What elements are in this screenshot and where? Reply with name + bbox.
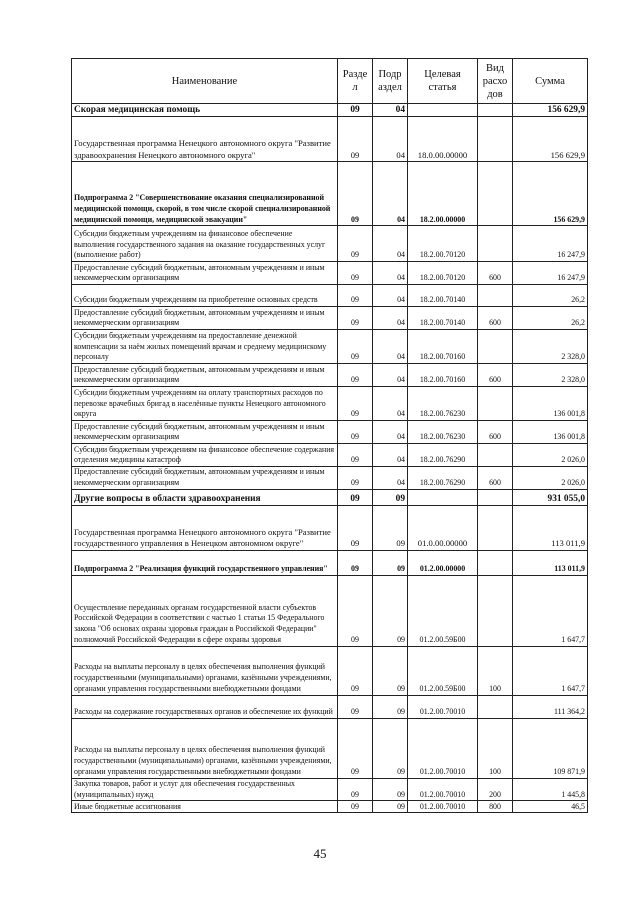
table-row bbox=[72, 285, 588, 307]
row-expense-type: 600 bbox=[478, 364, 513, 387]
row-subsection: 04 bbox=[373, 285, 408, 307]
row-subsection: 04 bbox=[373, 262, 408, 285]
row-expense-type: 600 bbox=[478, 307, 513, 330]
row-amount: 156 629,9 bbox=[513, 117, 588, 162]
row-target: 18.2.00.70140 bbox=[408, 307, 478, 330]
row-amount: 113 011,9 bbox=[513, 550, 588, 575]
header-subsection: Подр аздел bbox=[373, 59, 408, 104]
row-section: 09 bbox=[338, 550, 373, 575]
table-row bbox=[72, 550, 588, 575]
row-expense-type bbox=[478, 226, 513, 262]
row-section: 09 bbox=[338, 778, 373, 801]
row-section: 09 bbox=[338, 307, 373, 330]
row-target: 18.0.00.00000 bbox=[408, 117, 478, 162]
table-row bbox=[72, 387, 588, 421]
row-name: Субсидии бюджетным учреждениям на предоставление денежной компенсации за наём жилых помещений врачам и среднему медицинскому персоналу bbox=[72, 330, 338, 364]
table-row bbox=[72, 718, 588, 778]
row-amount: 2 026,0 bbox=[513, 444, 588, 467]
row-amount: 109 871,9 bbox=[513, 718, 588, 778]
row-target: 01.2.00.59Б00 bbox=[408, 575, 478, 646]
row-expense-type bbox=[478, 550, 513, 575]
row-name: Субсидии бюджетным учреждениям на оплату транспортных расходов по перевозке врачебных бригад в населённые пункты Ненецкого автономного округа bbox=[72, 387, 338, 421]
row-amount: 16 247,9 bbox=[513, 262, 588, 285]
row-subsection: 04 bbox=[373, 444, 408, 467]
row-name: Скорая медицинская помощь bbox=[72, 104, 338, 117]
row-target: 18.2.00.70120 bbox=[408, 226, 478, 262]
page-number: 45 bbox=[313, 846, 327, 861]
row-name: Государственная программа Ненецкого автономного округа "Развитие здравоохранения Ненецкого автономного округа" bbox=[72, 117, 338, 162]
row-name: Предоставление субсидий бюджетным, автономным учреждениям и иным некоммерческим организациям bbox=[72, 467, 338, 490]
row-amount: 156 629,9 bbox=[513, 104, 588, 117]
header-row bbox=[72, 59, 588, 104]
row-expense-type: 600 bbox=[478, 467, 513, 490]
row-target: 01.2.00.70010 bbox=[408, 695, 478, 718]
table-row bbox=[72, 505, 588, 550]
table-row bbox=[72, 801, 588, 813]
row-section: 09 bbox=[338, 575, 373, 646]
table-row bbox=[72, 364, 588, 387]
row-section: 09 bbox=[338, 226, 373, 262]
table-row bbox=[72, 695, 588, 718]
row-section: 09 bbox=[338, 801, 373, 813]
row-amount: 111 364,2 bbox=[513, 695, 588, 718]
table-row bbox=[72, 489, 588, 505]
row-section: 09 bbox=[338, 421, 373, 444]
row-amount: 931 055,0 bbox=[513, 489, 588, 505]
row-target: 01.2.00.70010 bbox=[408, 778, 478, 801]
row-subsection: 04 bbox=[373, 162, 408, 226]
row-section: 09 bbox=[338, 646, 373, 695]
table-row bbox=[72, 575, 588, 646]
row-expense-type bbox=[478, 505, 513, 550]
row-target: 01.2.00.00000 bbox=[408, 550, 478, 575]
row-subsection: 04 bbox=[373, 226, 408, 262]
row-subsection: 09 bbox=[373, 646, 408, 695]
row-target: 18.2.00.76230 bbox=[408, 387, 478, 421]
row-expense-type: 100 bbox=[478, 718, 513, 778]
table-row bbox=[72, 262, 588, 285]
row-name: Субсидии бюджетным учреждениям на финансовое обеспечение выполнения государственного задания на оказание государственных услуг (выполнение работ) bbox=[72, 226, 338, 262]
row-name: Иные бюджетные ассигнования bbox=[72, 801, 338, 813]
row-subsection: 09 bbox=[373, 575, 408, 646]
header-expense-type: Вид расхо дов bbox=[478, 59, 513, 104]
row-target: 01.0.00.00000 bbox=[408, 505, 478, 550]
row-section: 09 bbox=[338, 695, 373, 718]
row-section: 09 bbox=[338, 387, 373, 421]
row-expense-type bbox=[478, 695, 513, 718]
row-section: 09 bbox=[338, 330, 373, 364]
row-name: Другие вопросы в области здравоохранения bbox=[72, 489, 338, 505]
table-row bbox=[72, 307, 588, 330]
row-expense-type: 100 bbox=[478, 646, 513, 695]
table-row bbox=[72, 646, 588, 695]
row-amount: 1 445,8 bbox=[513, 778, 588, 801]
row-section: 09 bbox=[338, 162, 373, 226]
table-row bbox=[72, 421, 588, 444]
row-section: 09 bbox=[338, 364, 373, 387]
row-target: 01.2.00.59Б00 bbox=[408, 646, 478, 695]
row-name: Предоставление субсидий бюджетным, автономным учреждениям и иным некоммерческим организациям bbox=[72, 307, 338, 330]
row-name: Подпрограмма 2 "Совершенствование оказания специализированной медицинской помощи, скорой, в том числе скорой специализированной медицинской помощи, медицинской эвакуации" bbox=[72, 162, 338, 226]
row-expense-type bbox=[478, 387, 513, 421]
row-name: Закупка товаров, работ и услуг для обеспечения государственных (муниципальных) нужд bbox=[72, 778, 338, 801]
header-name: Наименование bbox=[72, 59, 338, 104]
row-subsection: 04 bbox=[373, 330, 408, 364]
row-subsection: 04 bbox=[373, 387, 408, 421]
row-target: 18.2.00.70140 bbox=[408, 285, 478, 307]
row-expense-type bbox=[478, 575, 513, 646]
row-expense-type bbox=[478, 489, 513, 505]
row-target: 18.2.00.70160 bbox=[408, 364, 478, 387]
row-target bbox=[408, 489, 478, 505]
row-expense-type: 600 bbox=[478, 421, 513, 444]
row-expense-type bbox=[478, 162, 513, 226]
row-section: 09 bbox=[338, 718, 373, 778]
row-section: 09 bbox=[338, 117, 373, 162]
row-subsection: 09 bbox=[373, 778, 408, 801]
row-name: Расходы на содержание государственных органов и обеспечение их функций bbox=[72, 695, 338, 718]
row-expense-type: 200 bbox=[478, 778, 513, 801]
row-target: 18.2.00.70120 bbox=[408, 262, 478, 285]
table-body bbox=[72, 104, 588, 813]
budget-table bbox=[71, 58, 588, 813]
row-section: 09 bbox=[338, 262, 373, 285]
row-subsection: 04 bbox=[373, 467, 408, 490]
row-amount: 156 629,9 bbox=[513, 162, 588, 226]
row-section: 09 bbox=[338, 104, 373, 117]
row-subsection: 04 bbox=[373, 104, 408, 117]
row-subsection: 04 bbox=[373, 117, 408, 162]
row-target: 01.2.00.70010 bbox=[408, 801, 478, 813]
row-expense-type: 600 bbox=[478, 262, 513, 285]
table-row bbox=[72, 226, 588, 262]
row-amount: 136 001,8 bbox=[513, 387, 588, 421]
row-target: 18.2.00.00000 bbox=[408, 162, 478, 226]
row-section: 09 bbox=[338, 489, 373, 505]
row-name: Расходы на выплаты персоналу в целях обеспечения выполнения функций государственными (муниципальными) органами, казёнными учреждениями, органами управления государственными внебюджетными фондами bbox=[72, 718, 338, 778]
row-subsection: 09 bbox=[373, 718, 408, 778]
row-target: 18.2.00.76290 bbox=[408, 467, 478, 490]
row-amount: 1 647,7 bbox=[513, 575, 588, 646]
row-name: Государственная программа Ненецкого автономного округа "Развитие государственного управления в Ненецком автономном округе" bbox=[72, 505, 338, 550]
header-target: Целевая статья bbox=[408, 59, 478, 104]
row-subsection: 04 bbox=[373, 364, 408, 387]
row-amount: 1 647,7 bbox=[513, 646, 588, 695]
table-row bbox=[72, 778, 588, 801]
row-subsection: 09 bbox=[373, 489, 408, 505]
header-amount: Сумма bbox=[513, 59, 588, 104]
row-target: 01.2.00.70010 bbox=[408, 718, 478, 778]
row-subsection: 04 bbox=[373, 421, 408, 444]
row-section: 09 bbox=[338, 285, 373, 307]
row-name: Субсидии бюджетным учреждениям на финансовое обеспечение содержания отделения медицины катастроф bbox=[72, 444, 338, 467]
row-amount: 26,2 bbox=[513, 307, 588, 330]
row-target: 18.2.00.70160 bbox=[408, 330, 478, 364]
row-amount: 2 328,0 bbox=[513, 364, 588, 387]
row-section: 09 bbox=[338, 444, 373, 467]
table-row bbox=[72, 330, 588, 364]
row-expense-type bbox=[478, 285, 513, 307]
row-amount: 16 247,9 bbox=[513, 226, 588, 262]
row-name: Предоставление субсидий бюджетным, автономным учреждениям и иным некоммерческим организациям bbox=[72, 364, 338, 387]
row-subsection: 09 bbox=[373, 505, 408, 550]
row-amount: 2 026,0 bbox=[513, 467, 588, 490]
row-name: Предоставление субсидий бюджетным, автономным учреждениям и иным некоммерческим организациям bbox=[72, 421, 338, 444]
row-expense-type bbox=[478, 117, 513, 162]
row-subsection: 04 bbox=[373, 307, 408, 330]
table-row bbox=[72, 162, 588, 226]
row-amount: 2 328,0 bbox=[513, 330, 588, 364]
row-subsection: 09 bbox=[373, 550, 408, 575]
row-target: 18.2.00.76230 bbox=[408, 421, 478, 444]
row-expense-type bbox=[478, 104, 513, 117]
row-amount: 46,5 bbox=[513, 801, 588, 813]
row-name: Расходы на выплаты персоналу в целях обеспечения выполнения функций государственными (муниципальными) органами, казёнными учреждениями, органами управления государственными внебюджетными фондами bbox=[72, 646, 338, 695]
row-name: Субсидии бюджетным учреждениям на приобретение основных средств bbox=[72, 285, 338, 307]
row-section: 09 bbox=[338, 505, 373, 550]
table-row bbox=[72, 444, 588, 467]
row-amount: 113 011,9 bbox=[513, 505, 588, 550]
row-expense-type bbox=[478, 444, 513, 467]
header-section: Разде л bbox=[338, 59, 373, 104]
table-row bbox=[72, 117, 588, 162]
row-amount: 136 001,8 bbox=[513, 421, 588, 444]
row-target bbox=[408, 104, 478, 117]
row-expense-type bbox=[478, 330, 513, 364]
row-expense-type: 800 bbox=[478, 801, 513, 813]
row-section: 09 bbox=[338, 467, 373, 490]
row-target: 18.2.00.76290 bbox=[408, 444, 478, 467]
row-subsection: 09 bbox=[373, 801, 408, 813]
table-row bbox=[72, 467, 588, 490]
row-name: Предоставление субсидий бюджетным, автономным учреждениям и иным некоммерческим организациям bbox=[72, 262, 338, 285]
row-name: Подпрограмма 2 "Реализация функций государственного управления" bbox=[72, 550, 338, 575]
row-name: Осуществление переданных органам государственной власти субъектов Российской Федерации в соответствии с частью 1 статьи 15 Федерального закона "Об основах охраны здоровья граждан в Российской Федерации" полномочий Российской Федерации в сфере охраны здоровья bbox=[72, 575, 338, 646]
table-row bbox=[72, 104, 588, 117]
row-amount: 26,2 bbox=[513, 285, 588, 307]
row-subsection: 09 bbox=[373, 695, 408, 718]
